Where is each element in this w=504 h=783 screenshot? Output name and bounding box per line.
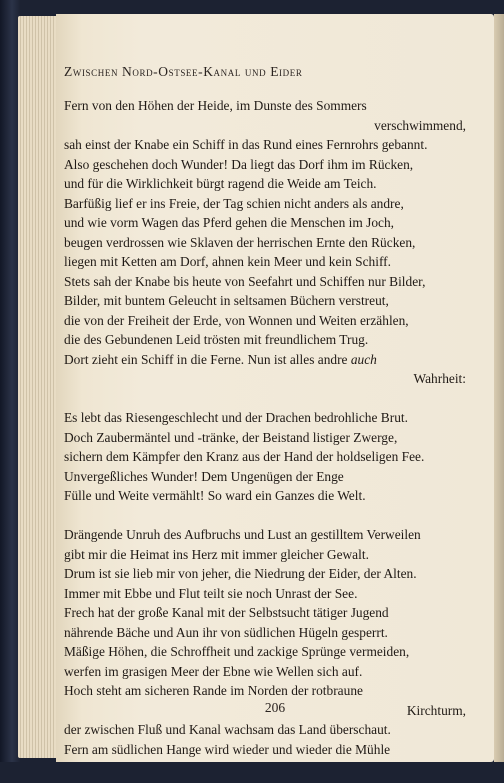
poem-line: Fülle und Weite vermählt! So ward ein Ganzes die Welt. xyxy=(64,488,366,503)
poem-line: Kirchturm, xyxy=(406,702,466,718)
poem-line: der zwischen Fluß und Kanal wachsam das Land überschaut. xyxy=(64,722,391,737)
page-edges xyxy=(18,16,58,758)
poem-line: Bilder, mit buntem Geleucht in seltsamen Büchern verstreut, xyxy=(64,293,389,308)
poem-line: Immer mit Ebbe und Flut teilt sie noch Unrast der See. xyxy=(64,585,358,601)
poem-line: und für die Wirklichkeit bürgt ragend die Weide am Teich. xyxy=(64,176,377,191)
poem-line: sichern dem Kämpfer den Kranz aus der Hand der holdseligen Fee. xyxy=(64,449,425,464)
poem-line: Wahrheit: xyxy=(413,371,466,386)
poem-line: Drängende Unruh des Aufbruchs und Lust an gestilltem Verweilen xyxy=(64,527,421,542)
poem-line: Es lebt das Riesengeschlecht und der Drachen bedrohliche Brut. xyxy=(64,410,408,425)
book-binding xyxy=(0,0,20,783)
poem-line: liegen mit Ketten am Dorf, ahnen kein Meer und kein Schiff. xyxy=(64,254,391,269)
poem-line: die des Gebundenen Leid trösten mit freundlichem Trug. xyxy=(64,332,369,347)
poem-line: gibt mir die Heimat ins Herz mit immer gleicher Gewalt. xyxy=(64,546,369,562)
poem-line: Fern von den Höhen der Heide, im Dunste des Sommers xyxy=(64,98,367,113)
poem-line: nährende Bäche und Aun ihr von südlichen Hügeln gesperrt. xyxy=(64,624,388,640)
poem-line: die von der Freiheit der Erde, von Wonnen und Weiten erzählen, xyxy=(64,312,409,328)
page-number: 206 xyxy=(264,700,286,715)
poem-line: Barfüßig lief er ins Freie, der Tag schien nicht anders als andre, xyxy=(64,195,404,211)
poem-line: Dort zieht ein Schiff in die Ferne. Nun ist alles andre auch xyxy=(64,351,377,367)
poem-line: verschwimmend, xyxy=(374,117,466,133)
poem-line: Also geschehen doch Wunder! Da liegt das Dorf ihm im Rücken, xyxy=(64,156,414,172)
poem-line: Hoch steht am sicheren Rande im Norden der rotbraune xyxy=(64,683,363,698)
poem-line: Fern am südlichen Hange wird wieder und wieder die Mühle xyxy=(64,741,391,757)
page-number-area xyxy=(56,0,494,783)
running-header: Zwischen Nord-Ostsee-Kanal und Eider xyxy=(64,64,303,79)
poem-line: sah einst der Knabe ein Schiff in das Rund eines Fernrohrs gebannt. xyxy=(64,137,428,152)
poem-line: Mäßige Höhen, die Schroffheit und zackige Sprünge vermeiden, xyxy=(64,644,410,659)
poem-line: werfen im grasigen Meer der Ebne wie Wellen sich auf. xyxy=(64,663,363,679)
poem-line: Stets sah der Knabe bis heute von Seefahrt und Schiffen nur Bilder, xyxy=(64,273,426,289)
poem-line: Frech hat der große Kanal mit der Selbstsucht tätiger Jugend xyxy=(64,605,389,620)
page-right-edge xyxy=(494,14,504,762)
poem-line: Drum ist sie lieb mir von jeher, die Niedrung der Eider, der Alten. xyxy=(64,566,417,581)
poem-line: beugen verdrossen wie Sklaven der herrischen Ernte den Rücken, xyxy=(64,234,416,250)
poem-line: Unvergeßliches Wunder! Dem Ungenügen der Enge xyxy=(64,468,344,484)
emphasized-word: auch xyxy=(347,351,377,367)
poem-line: und wie vorm Wagen das Pferd gehen die Menschen im Joch, xyxy=(64,215,395,230)
bottom-background xyxy=(0,762,504,783)
poem-line: Doch Zaubermäntel und -tränke, der Beistand listiger Zwerge, xyxy=(64,429,398,445)
